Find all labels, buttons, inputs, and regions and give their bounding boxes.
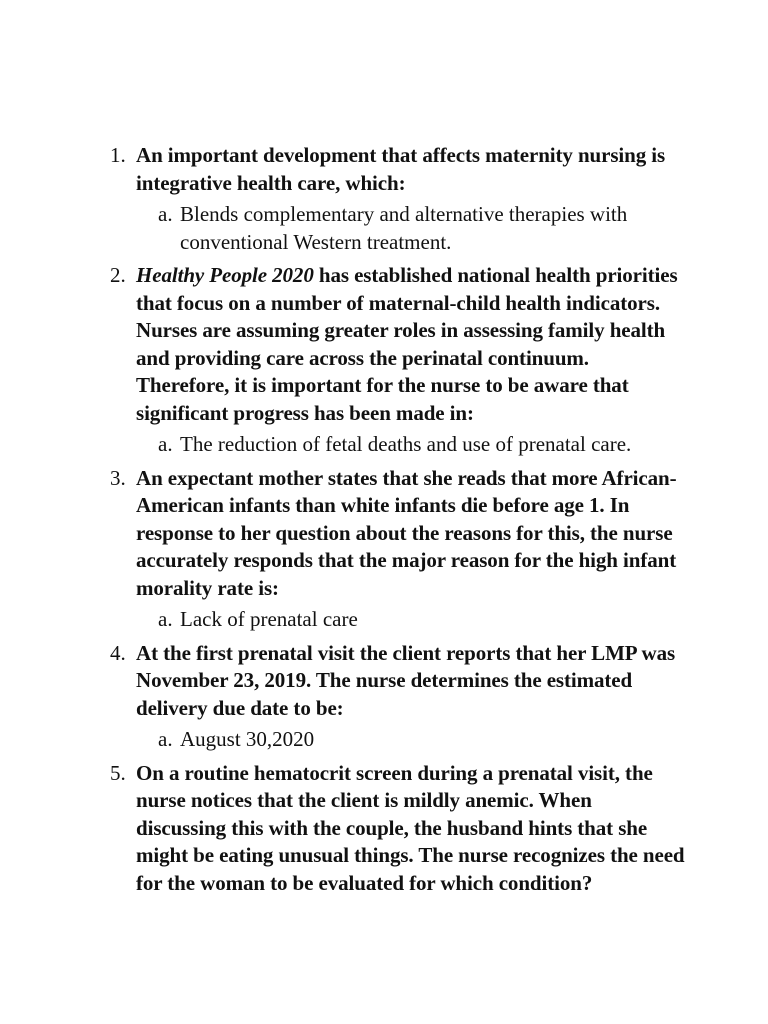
question-number: 4.	[110, 640, 126, 665]
answer-text: The reduction of fetal deaths and use of prenatal care.	[180, 432, 632, 456]
question-text: At the first prenatal visit the client reports that her LMP was November 23, 2019. The nurse determines the estimated delivery due date to be:	[136, 640, 676, 720]
question-text	[136, 262, 686, 427]
answer-list	[136, 606, 686, 634]
answer-letter: a.	[158, 432, 173, 456]
answer-item	[136, 606, 686, 634]
answer-item	[136, 726, 686, 754]
question-list	[106, 142, 686, 903]
publication-title: Healthy People 2020	[136, 263, 314, 287]
answer-item	[136, 201, 686, 256]
question-number: 1.	[110, 143, 126, 167]
question-number: 3.	[110, 465, 126, 490]
question-text: An expectant mother states that she reads that more African-American infants than white infants die before age 1. In response to her question about the reasons for this, the nurse accurately responds that the major reason for the high infant morality rate is:	[136, 465, 677, 600]
question-number: 5.	[110, 760, 126, 785]
answer-letter: a.	[158, 727, 173, 751]
question-item	[106, 760, 686, 898]
question-text-body: has established national health priorities that focus on a number of maternal-child health indicators. Nurses are assuming greater roles in assessing family health and providing care across the perinatal continuum. Therefore, it is important for the nurse to be aware that significant progress has been made in:	[136, 263, 678, 425]
answer-list	[136, 201, 686, 256]
answer-list	[136, 726, 686, 754]
question-text: An important development that affects maternity nursing is integrative health care, which:	[136, 143, 666, 195]
answer-item	[136, 431, 686, 459]
question-item	[106, 262, 686, 459]
answer-text: Lack of prenatal care	[180, 607, 358, 631]
question-item	[106, 142, 686, 256]
question-item	[106, 465, 686, 634]
answer-letter: a.	[158, 607, 173, 631]
answer-text: Blends complementary and alternative therapies with conventional Western treatment.	[180, 202, 628, 254]
answer-list	[136, 431, 686, 459]
answer-letter: a.	[158, 202, 173, 226]
question-item	[106, 640, 686, 754]
question-number: 2.	[110, 263, 126, 287]
answer-text: August 30,2020	[180, 727, 315, 751]
question-text: On a routine hematocrit screen during a prenatal visit, the nurse notices that the client is mildly anemic. When discussing this with the couple, the husband hints that she might be eating unusual things. The nurse recognizes the need for the woman to be evaluated for which condition?	[136, 760, 685, 895]
